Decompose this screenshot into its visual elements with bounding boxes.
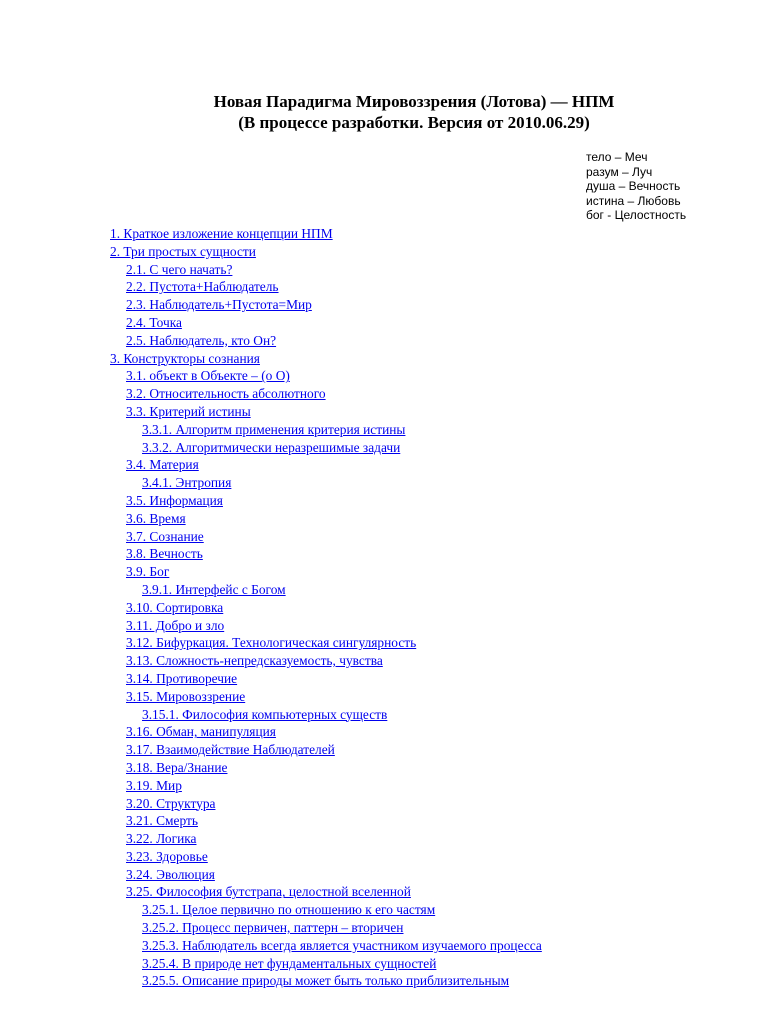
toc-link[interactable]: 3.12. Бифуркация. Технологическая сингулярность bbox=[126, 635, 417, 651]
toc-link[interactable]: 3.2. Относительность абсолютного bbox=[126, 386, 326, 402]
toc-link[interactable]: 3.23. Здоровье bbox=[126, 848, 208, 864]
toc-link[interactable]: 3.14. Противоречие bbox=[126, 670, 238, 686]
toc-link[interactable]: 3.24. Эволюция bbox=[126, 866, 215, 882]
toc-link[interactable]: 3.11. Добро и зло bbox=[126, 617, 225, 633]
toc-link[interactable]: 3.7. Сознание bbox=[126, 528, 204, 544]
title-line-2: (В процессе разработки. Версия от 2010.06.29) bbox=[238, 113, 590, 132]
toc-link[interactable]: 3.1. объект в Объекте – (o O) bbox=[126, 368, 290, 384]
toc-link[interactable]: 2.2. Пустота+Наблюдатель bbox=[126, 279, 279, 295]
toc-link[interactable]: 3.21. Смерть bbox=[126, 813, 198, 829]
epigraph-line: душа – Вечность bbox=[586, 179, 681, 194]
toc-link[interactable]: 3.25.3. Наблюдатель всегда является участником изучаемого процесса bbox=[142, 937, 542, 953]
toc-link[interactable]: 3.25.1. Целое первично по отношению к его частям bbox=[142, 902, 436, 918]
toc-link[interactable]: 3.25.4. В природе нет фундаментальных сущностей bbox=[142, 955, 437, 971]
toc-link[interactable]: 3.19. Мир bbox=[126, 777, 182, 793]
title-line-1: Новая Парадигма Мировоззрения (Лотова) — НПМ bbox=[213, 92, 615, 111]
toc-link[interactable]: 3.18. Вера/Знание bbox=[126, 759, 228, 775]
toc-link[interactable]: 3.17. Взаимодействие Наблюдателей bbox=[126, 742, 335, 758]
toc-link[interactable]: 3. Конструкторы сознания bbox=[110, 350, 260, 366]
toc-link[interactable]: 3.20. Структура bbox=[126, 795, 216, 811]
toc-link[interactable]: 3.5. Информация bbox=[126, 492, 223, 508]
toc-link[interactable]: 2.3. Наблюдатель+Пустота=Мир bbox=[126, 297, 312, 313]
toc-link[interactable]: 1. Краткое изложение концепции НПМ bbox=[110, 226, 333, 241]
epigraph-line: тело – Меч bbox=[586, 150, 648, 164]
toc-link[interactable]: 3.9.1. Интерфейс с Богом bbox=[142, 581, 286, 597]
toc-link[interactable]: 3.4.1. Энтропия bbox=[142, 475, 232, 491]
toc-link[interactable]: 3.3.1. Алгоритм применения критерия истины bbox=[142, 421, 406, 437]
toc-link[interactable]: 2.1. С чего начать? bbox=[126, 261, 233, 277]
toc-link[interactable]: 3.22. Логика bbox=[126, 831, 197, 847]
toc-link[interactable]: 3.25.5. Описание природы может быть только приблизительным bbox=[142, 973, 510, 989]
toc-link[interactable]: 3.16. Обман, манипуляция bbox=[126, 724, 276, 740]
table-of-contents bbox=[110, 225, 760, 990]
toc-link[interactable]: 3.8. Вечность bbox=[126, 546, 203, 562]
toc-link[interactable]: 3.3. Критерий истины bbox=[126, 403, 251, 419]
toc-link[interactable]: 3.9. Бог bbox=[126, 564, 170, 580]
toc-link[interactable]: 2.4. Точка bbox=[126, 314, 182, 330]
epigraph-line: разум – Луч bbox=[586, 164, 653, 179]
toc-link[interactable]: 3.25. Философия бутстрапа, целостной вселенной bbox=[126, 884, 411, 900]
epigraph bbox=[586, 150, 686, 223]
document-title bbox=[0, 91, 768, 133]
toc-link[interactable]: 3.15. Мировоззрение bbox=[126, 688, 246, 704]
toc-link[interactable]: 3.6. Время bbox=[126, 510, 186, 526]
toc-link[interactable]: 3.13. Сложность-непредсказуемость, чувства bbox=[126, 653, 383, 669]
toc-link[interactable]: 3.3.2. Алгоритмически неразрешимые задачи bbox=[142, 439, 401, 455]
epigraph-line: бог - Целостность bbox=[586, 208, 687, 223]
toc-link[interactable]: 3.4. Материя bbox=[126, 457, 199, 473]
toc-link[interactable]: 3.15.1. Философия компьютерных существ bbox=[142, 706, 388, 722]
toc-link[interactable]: 3.10. Сортировка bbox=[126, 599, 224, 615]
toc-link[interactable]: 2.5. Наблюдатель, кто Он? bbox=[126, 332, 277, 348]
toc-link[interactable]: 2. Три простых сущности bbox=[110, 243, 256, 259]
toc-link[interactable]: 3.25.2. Процесс первичен, паттерн – вторичен bbox=[142, 920, 404, 936]
epigraph-line: истина – Любовь bbox=[586, 193, 681, 208]
